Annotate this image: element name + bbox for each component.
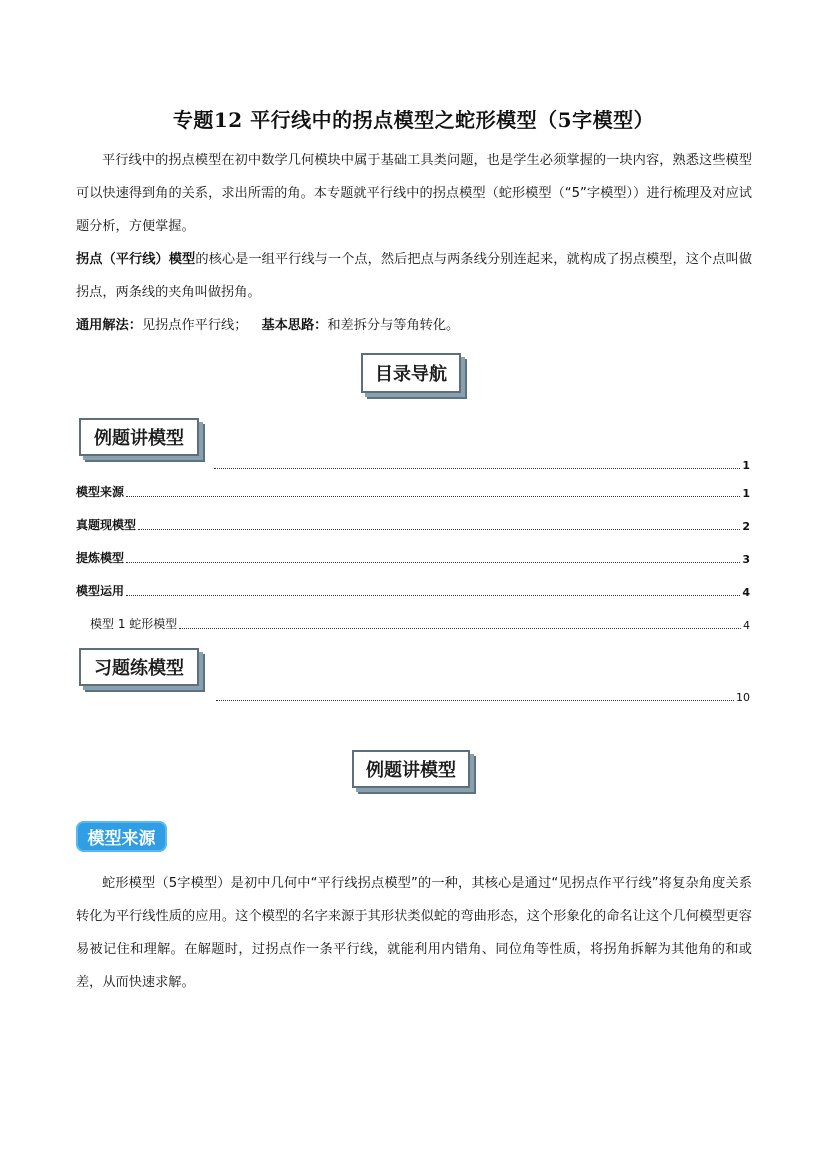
toc-leader	[216, 699, 734, 701]
toc-row-model-source[interactable]	[76, 482, 750, 500]
toc-item-label: 提炼模型	[76, 551, 125, 565]
approach-label: 基本思路：	[261, 318, 328, 333]
page-title: 专题12 平行线中的拐点模型之蛇形模型（5字模型）	[172, 108, 655, 132]
toc-row-snake-model[interactable]	[90, 614, 750, 632]
toc-row-section1[interactable]	[212, 454, 750, 472]
turning-point-definition	[76, 243, 752, 309]
toc-page-number: 3	[742, 553, 750, 566]
toc-page-number: 4	[743, 619, 750, 632]
toc-leader	[179, 627, 741, 629]
model-source-paragraph: 蛇形模型（5字模型）是初中几何中“平行线拐点模型”的一种，其核心是通过“见拐点作平行线”将复杂角度关系转化为平行线性质的应用。这个模型的名字来源于其形状类似蛇的弯曲形态，这个形象化的命名让这个几何模型更容易被记住和理解。在解题时，过拐点作一条平行线，就能利用内错角、同位角等性质，将拐角拆解为其他角的和或差，从而快速求解。	[76, 876, 752, 990]
toc-row-section2[interactable]	[214, 686, 750, 704]
toc-item-label: 模型来源	[76, 485, 125, 499]
toc-leader	[214, 467, 740, 469]
model-source-badge: 模型来源	[76, 821, 167, 852]
method-text: 见拐点作平行线；	[141, 318, 248, 333]
toc-leader	[126, 561, 740, 563]
toc-row-model-application[interactable]	[76, 581, 750, 599]
toc-leader	[138, 528, 740, 530]
toc-item-label: 模型运用	[76, 584, 125, 598]
toc-leader	[126, 495, 740, 497]
toc-page-number: 4	[742, 586, 750, 599]
toc-section-example-heading: 例题讲模型	[79, 418, 199, 456]
toc-page-number: 1	[742, 487, 750, 500]
toc-item-label: 模型 1 蛇形模型	[90, 617, 178, 631]
intro-paragraph: 平行线中的拐点模型在初中数学几何模块中属于基础工具类问题，也是学生必须掌握的一块内容，熟悉这些模型可以快速得到角的关系，求出所需的角。本专题就平行线中的拐点模型（蛇形模型（“5”字模型））进行梳理及对应试题分析，方便掌握。	[76, 153, 752, 234]
toc-item-label: 真题现模型	[76, 518, 137, 532]
toc-page-number: 1	[742, 459, 750, 472]
toc-leader	[126, 594, 740, 596]
definition-text: 的核心是一组平行线与一个点，然后把点与两条线分别连起来，就构成了拐点模型，这个点叫做拐点，两条线的夹角叫做拐角。	[76, 252, 753, 300]
toc-nav-heading: 目录导航	[361, 353, 461, 393]
method-label: 通用解法：	[76, 318, 142, 333]
definition-term: 拐点（平行线）模型	[76, 252, 196, 267]
toc-row-exam-model[interactable]	[76, 515, 750, 533]
toc-page-number: 2	[742, 520, 750, 533]
toc-section-exercise-heading: 习题练模型	[79, 648, 199, 686]
section-heading-example: 例题讲模型	[352, 750, 470, 788]
approach-text: 和差拆分与等角转化。	[327, 318, 460, 333]
method-line	[76, 309, 752, 342]
toc-row-refine-model[interactable]	[76, 548, 750, 566]
toc-page-number: 10	[736, 691, 750, 704]
